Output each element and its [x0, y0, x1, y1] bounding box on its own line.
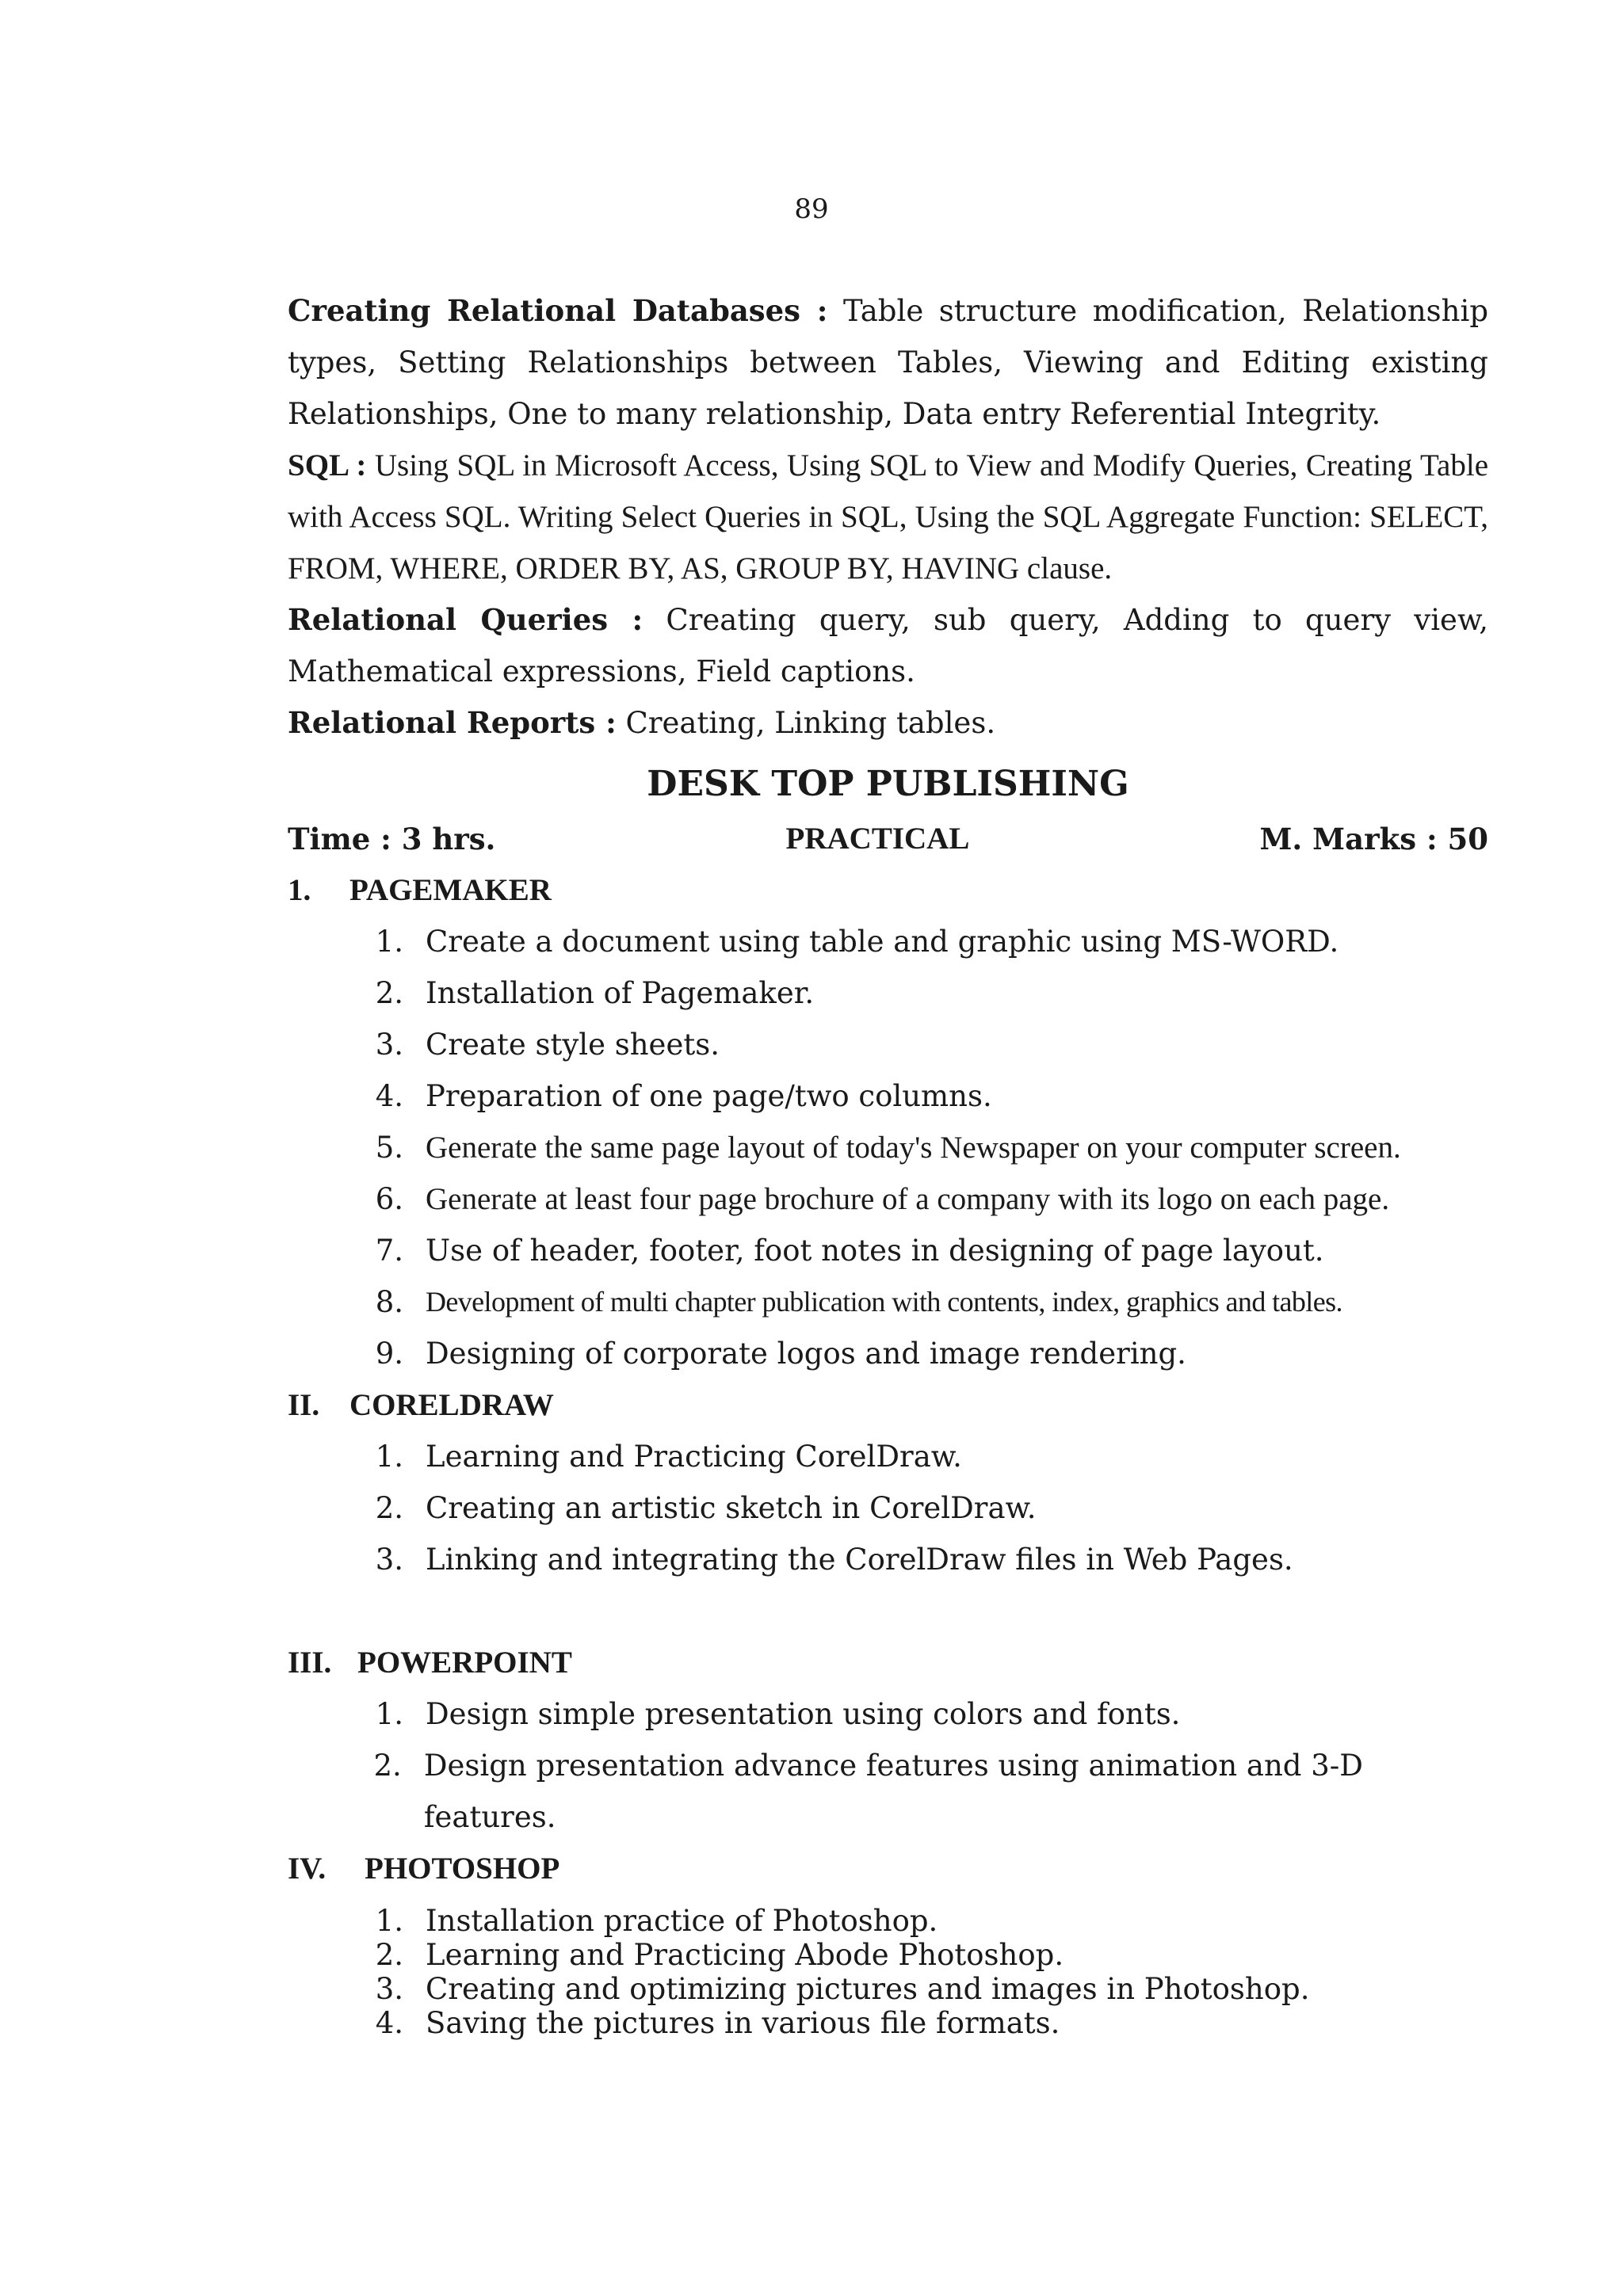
- item-text: Designing of corporate logos and image rendering.: [426, 1337, 1186, 1371]
- powerpoint-heading: [288, 1637, 1488, 1688]
- item-text: Design presentation advance features using animation and 3-D features.: [423, 1749, 1363, 1834]
- crd-text: Table structure modification, Relationship types, Setting Relationships between Tables, Viewing and Editing existing Relationships, One to many relationship, Data entry Referential Integrity.: [288, 294, 1489, 431]
- list-item: [288, 1431, 1488, 1482]
- relational-queries-paragraph: [288, 594, 1488, 697]
- list-item: [288, 1688, 1488, 1740]
- heading-number: II.: [288, 1388, 320, 1422]
- item-number: 3.: [375, 1028, 403, 1062]
- list-item: [288, 916, 1488, 967]
- item-text: Generate at least four page brochure of a company with its logo on each page.: [426, 1182, 1390, 1216]
- item-number: 3.: [375, 1972, 403, 2006]
- exam-marks: M. Marks : 50: [1259, 822, 1488, 856]
- list-item: [288, 1225, 1488, 1276]
- page-content: [288, 285, 1488, 2040]
- rr-text: Creating, Linking tables.: [625, 706, 996, 740]
- coreldraw-list: [288, 1431, 1488, 1585]
- coreldraw-heading: [288, 1379, 1488, 1431]
- heading-title: PHOTOSHOP: [365, 1852, 560, 1886]
- item-number: 7.: [375, 1234, 403, 1268]
- creating-relational-databases-paragraph: [288, 285, 1488, 440]
- heading-title: CORELDRAW: [349, 1388, 554, 1422]
- exam-type: PRACTICAL: [785, 822, 970, 856]
- spacer: [288, 1585, 1488, 1637]
- item-number: 1.: [375, 1904, 403, 1938]
- item-text: Use of header, footer, foot notes in designing of page layout.: [426, 1234, 1324, 1268]
- exam-meta-row: [288, 814, 1488, 864]
- item-number: 2.: [375, 976, 403, 1010]
- item-text: Creating and optimizing pictures and images in Photoshop.: [426, 1972, 1310, 2006]
- list-item: [288, 1938, 1488, 1972]
- photoshop-list: [288, 1904, 1488, 2040]
- item-number: 4.: [375, 2006, 403, 2040]
- list-item: [288, 1328, 1488, 1379]
- item-number: 3.: [375, 1543, 403, 1577]
- list-item: [288, 1019, 1488, 1070]
- item-text: Preparation of one page/two columns.: [426, 1079, 992, 1113]
- heading-number: 1.: [288, 873, 311, 907]
- list-item: [288, 1482, 1488, 1534]
- list-item: [288, 1972, 1488, 2006]
- item-number: 2.: [373, 1749, 402, 1783]
- sql-paragraph: [288, 440, 1488, 594]
- item-text: Generate the same page layout of today's Newspaper on your computer screen.: [426, 1131, 1401, 1165]
- item-text: Create style sheets.: [426, 1028, 720, 1062]
- list-item: [288, 1276, 1488, 1328]
- item-number: 2.: [375, 1491, 403, 1525]
- heading-number: IV.: [288, 1852, 327, 1886]
- item-text: Installation practice of Photoshop.: [426, 1904, 938, 1938]
- pagemaker-heading: [288, 864, 1488, 916]
- list-item: [288, 1122, 1488, 1173]
- rq-text: Creating query, sub query, Adding to query view, Mathematical expressions, Field captions.: [288, 603, 1488, 688]
- rr-label: Relational Reports :: [288, 705, 617, 740]
- powerpoint-list: [288, 1688, 1488, 1843]
- exam-time: Time : 3 hrs.: [288, 822, 496, 856]
- sql-label: SQL :: [288, 448, 367, 482]
- rq-label: Relational Queries :: [288, 602, 643, 637]
- heading-number: III.: [288, 1646, 332, 1680]
- photoshop-heading: [288, 1843, 1488, 1894]
- item-text: Learning and Practicing Abode Photoshop.: [426, 1938, 1064, 1972]
- list-item: [288, 1173, 1488, 1225]
- list-item: [288, 1534, 1488, 1585]
- heading-title: POWERPOINT: [357, 1646, 572, 1680]
- page-number: 89: [794, 193, 829, 225]
- item-text: Creating an artistic sketch in CorelDraw.: [426, 1491, 1037, 1525]
- sql-text: Using SQL in Microsoft Access, Using SQL to View and Modify Queries, Creating Table with Access SQL. Writing Select Queries in SQL, Using the SQL Aggregate Function: SELECT, FROM, WHERE, ORDER BY, AS, GROUP BY, HAVING clause.: [288, 448, 1489, 585]
- item-text: Create a document using table and graphic using MS-WORD.: [426, 925, 1339, 959]
- item-number: 2.: [375, 1938, 403, 1972]
- list-item: [288, 967, 1488, 1019]
- item-number: 1.: [375, 1697, 403, 1731]
- item-number: 6.: [375, 1182, 403, 1216]
- item-number: 8.: [375, 1285, 403, 1319]
- item-number: 4.: [375, 1079, 403, 1113]
- item-number: 5.: [375, 1131, 403, 1165]
- relational-reports-paragraph: [288, 697, 1488, 749]
- item-number: 9.: [375, 1337, 403, 1371]
- item-text: Learning and Practicing CorelDraw.: [426, 1440, 962, 1474]
- item-text: Installation of Pagemaker.: [426, 976, 815, 1010]
- item-text: Linking and integrating the CorelDraw files in Web Pages.: [426, 1543, 1293, 1577]
- list-item: [288, 1070, 1488, 1122]
- item-text: Design simple presentation using colors and fonts.: [426, 1697, 1181, 1731]
- item-text: Development of multi chapter publication with contents, index, graphics and tables.: [426, 1286, 1342, 1318]
- crd-label: Creating Relational Databases :: [288, 293, 828, 328]
- item-text: Saving the pictures in various file formats.: [426, 2006, 1060, 2040]
- section-title: DESK TOP PUBLISHING: [647, 764, 1129, 804]
- item-number: 1.: [375, 925, 403, 959]
- list-item: [288, 2006, 1488, 2040]
- list-item: [288, 1904, 1488, 1938]
- list-item: [288, 1740, 1488, 1843]
- pagemaker-list: [288, 916, 1488, 1379]
- item-number: 1.: [375, 1440, 403, 1474]
- heading-title: PAGEMAKER: [349, 873, 552, 907]
